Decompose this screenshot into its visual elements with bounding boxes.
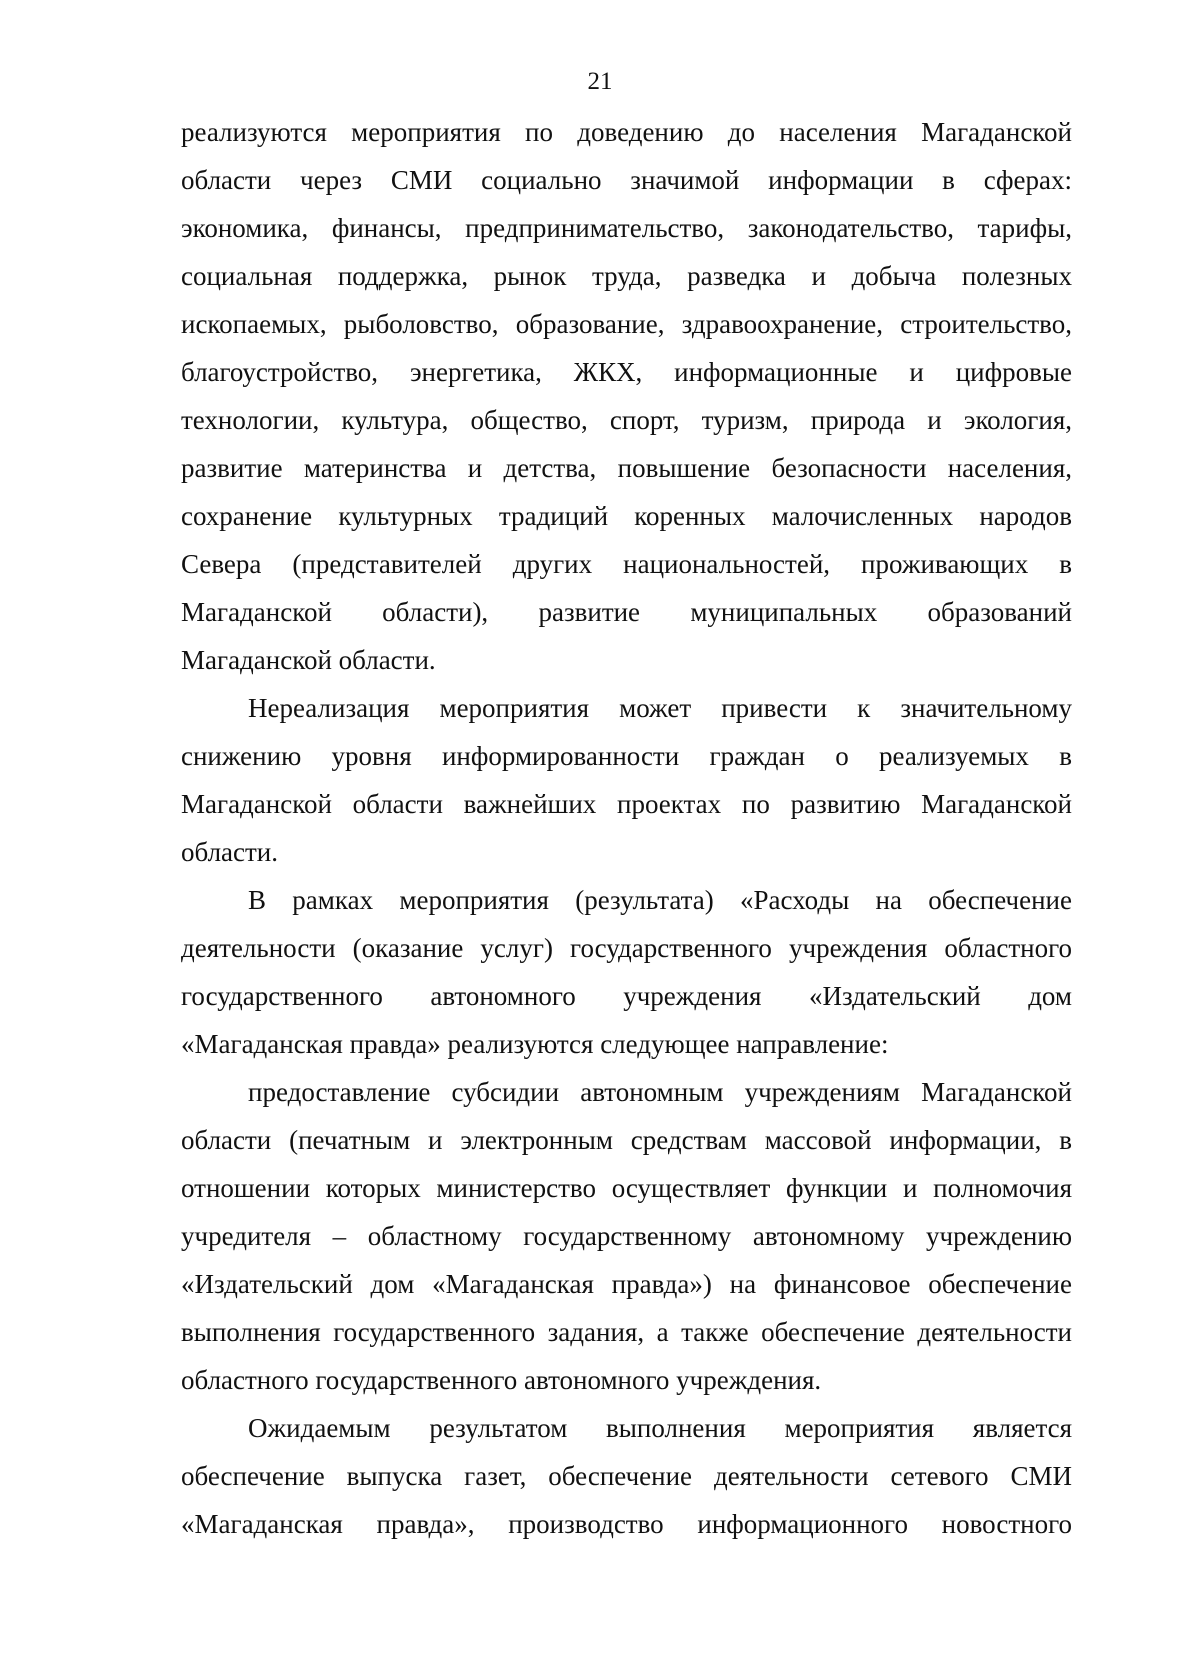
paragraph-subsidy bbox=[181, 1068, 1072, 1404]
text-line: выполнения государственного задания, а также обеспечение деятельности bbox=[181, 1317, 1072, 1347]
text-line: предоставление субсидии автономным учреждениям Магаданской bbox=[248, 1077, 1072, 1107]
paragraph-expenses-measure bbox=[181, 876, 1072, 1068]
text-line: учредителя – областному государственному автономному учреждению bbox=[181, 1221, 1072, 1251]
text-line: отношении которых министерство осуществляет функции и полномочия bbox=[181, 1173, 1072, 1203]
text-line: обеспечение выпуска газет, обеспечение деятельности сетевого СМИ bbox=[181, 1461, 1072, 1491]
paragraph-expected-result bbox=[181, 1404, 1072, 1548]
text-line: области (печатным и электронным средствам массовой информации, в bbox=[181, 1125, 1072, 1155]
text-line: «Магаданская правда» реализуются следующее направление: bbox=[181, 1029, 889, 1059]
text-line: Нереализация мероприятия может привести к значительному bbox=[248, 693, 1072, 723]
text-line: снижению уровня информированности граждан о реализуемых в bbox=[181, 741, 1072, 771]
text-line: экономика, финансы, предпринимательство, законодательство, тарифы, bbox=[181, 213, 1072, 243]
text-line: В рамках мероприятия (результата) «Расходы на обеспечение bbox=[248, 885, 1072, 915]
text-line: Ожидаемым результатом выполнения мероприятия является bbox=[248, 1413, 1072, 1443]
paragraph-non-implementation bbox=[181, 684, 1072, 876]
text-line: сохранение культурных традиций коренных малочисленных народов bbox=[181, 501, 1072, 531]
text-line: «Магаданская правда», производство информационного новостного bbox=[181, 1509, 1072, 1539]
text-line: Севера (представителей других национальностей, проживающих в bbox=[181, 549, 1072, 579]
text-line: деятельности (оказание услуг) государственного учреждения областного bbox=[181, 933, 1072, 963]
text-line: областного государственного автономного учреждения. bbox=[181, 1365, 822, 1395]
text-line: Магаданской области), развитие муниципальных образований bbox=[181, 597, 1072, 627]
text-line: социальная поддержка, рынок труда, разведка и добыча полезных bbox=[181, 261, 1072, 291]
text-line: благоустройство, энергетика, ЖКХ, информационные и цифровые bbox=[181, 357, 1072, 387]
text-line: технологии, культура, общество, спорт, туризм, природа и экология, bbox=[181, 405, 1072, 435]
text-line: ископаемых, рыболовство, образование, здравоохранение, строительство, bbox=[181, 309, 1072, 339]
page-number: 21 bbox=[587, 68, 613, 95]
text-line: развитие материнства и детства, повышение безопасности населения, bbox=[181, 453, 1072, 483]
text-line: государственного автономного учреждения «Издательский дом bbox=[181, 981, 1072, 1011]
text-line: Магаданской области. bbox=[181, 645, 436, 675]
text-line: реализуются мероприятия по доведению до населения Магаданской bbox=[181, 117, 1072, 147]
text-line: Магаданской области важнейших проектах по развитию Магаданской bbox=[181, 789, 1072, 819]
text-line: области. bbox=[181, 837, 279, 867]
body-text bbox=[181, 108, 1072, 1548]
paragraph-media-spheres bbox=[181, 108, 1072, 684]
text-line: «Издательский дом «Магаданская правда») на финансовое обеспечение bbox=[181, 1269, 1072, 1299]
text-line: области через СМИ социально значимой информации в сферах: bbox=[181, 165, 1072, 195]
